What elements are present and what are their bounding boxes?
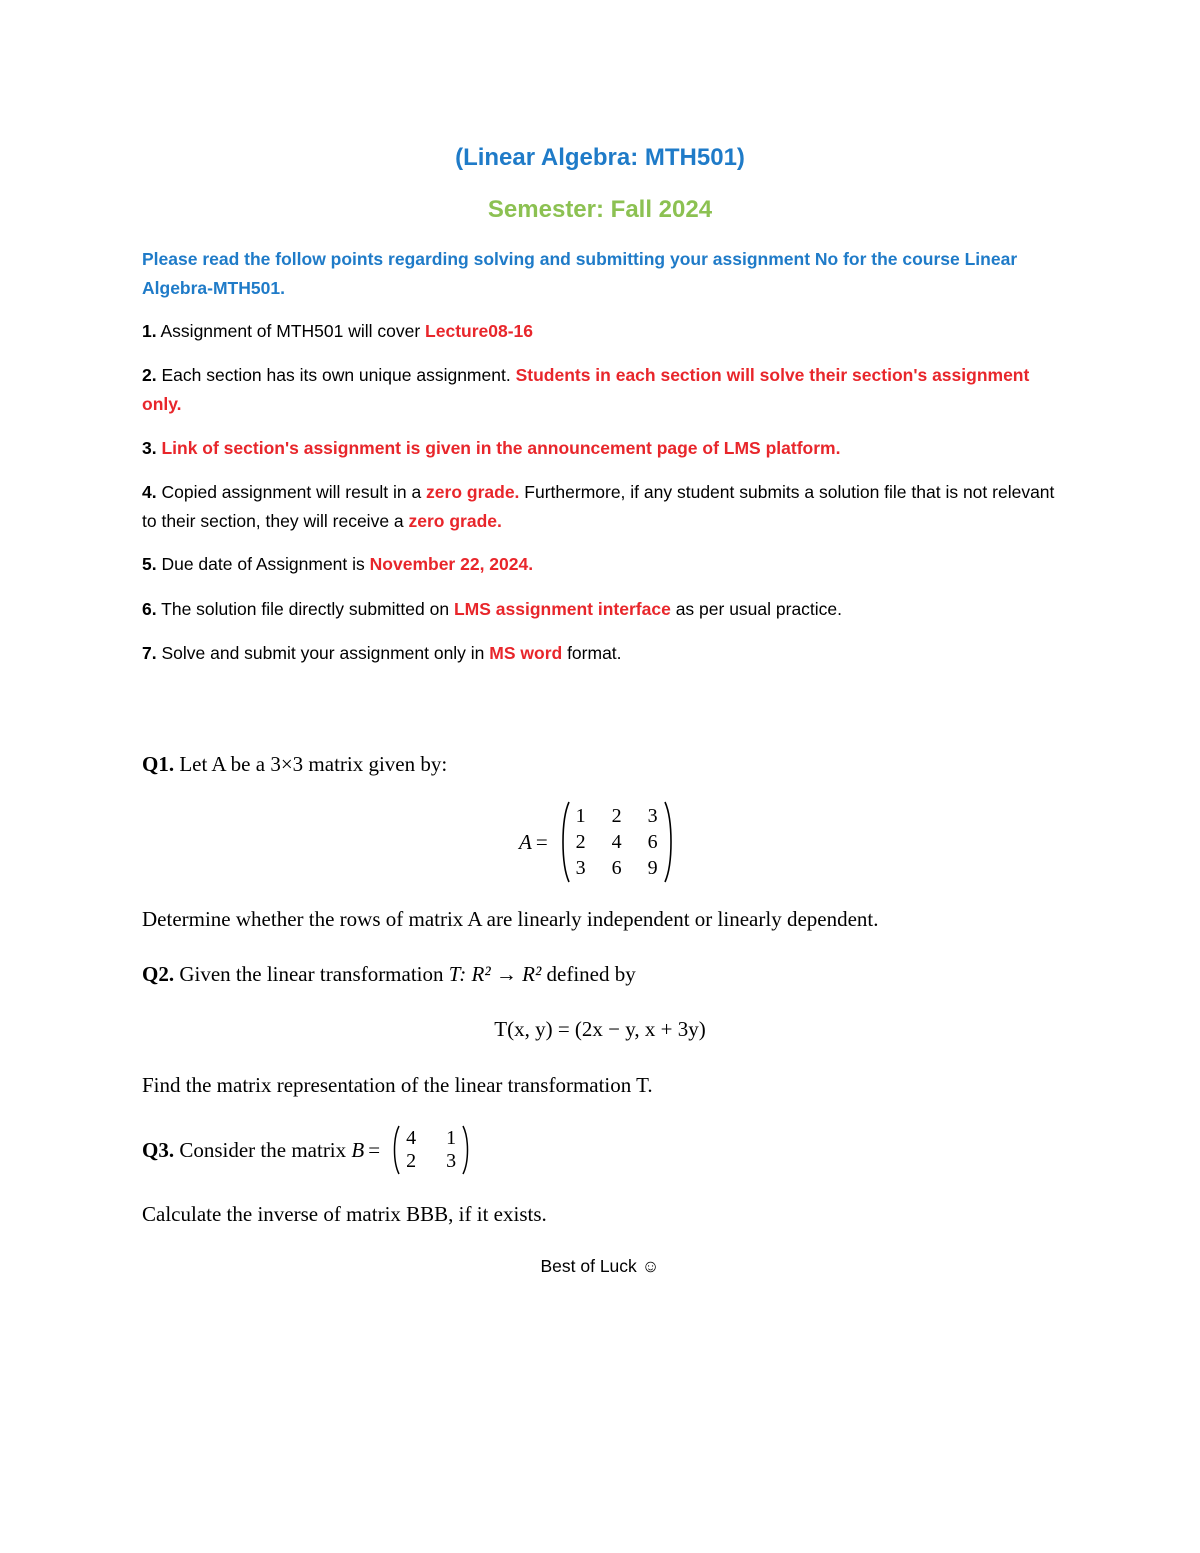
q3-prompt bbox=[142, 1124, 472, 1176]
q3-matrix-cells bbox=[400, 1127, 462, 1173]
point-text: Solve and submit your assignment only in bbox=[156, 643, 490, 663]
document-title: (Linear Algebra: MTH501) bbox=[455, 144, 745, 171]
matrix-cell: 1 bbox=[575, 804, 586, 827]
matrix-cell: 2 bbox=[611, 804, 622, 827]
q1-matrix-equation bbox=[519, 800, 676, 884]
matrix-cell: 4 bbox=[611, 830, 622, 853]
q3-label: Q3. bbox=[142, 1137, 175, 1162]
q1-matrix-cells bbox=[570, 805, 664, 880]
point-4 bbox=[142, 478, 1062, 536]
point-number: 1. bbox=[142, 321, 157, 341]
matrix-cell: 2 bbox=[406, 1150, 417, 1172]
point-highlight: Link of section's assignment is given in the announcement page of LMS platform. bbox=[156, 438, 841, 458]
matrix-cell: 2 bbox=[575, 830, 586, 853]
matrix-cell: 3 bbox=[575, 856, 586, 879]
point-text: Due date of Assignment is bbox=[156, 554, 370, 574]
matrix-cell: 6 bbox=[647, 830, 658, 853]
point-highlight: MS word bbox=[489, 643, 563, 663]
q3-matrix bbox=[390, 1124, 472, 1176]
point-text-2: Furthermore, if any student submits a solution file that is not relevant to their section, they will receive a bbox=[142, 482, 1055, 531]
point-5 bbox=[142, 550, 1062, 579]
intro-text: Please read the follow points regarding solving and submitting your assignment No for the course Linear Algebra-MTH501. bbox=[142, 249, 1018, 298]
matrix-cell: 4 bbox=[406, 1127, 417, 1149]
point-number: 4. bbox=[142, 482, 157, 502]
matrix-cell: 6 bbox=[611, 856, 622, 879]
q2-prompt bbox=[142, 962, 636, 987]
q2-text-2: defined by bbox=[541, 962, 636, 986]
point-number: 6. bbox=[142, 599, 157, 619]
q2-question: Find the matrix representation of the linear transformation T. bbox=[142, 1073, 653, 1097]
point-number: 2. bbox=[142, 365, 157, 385]
point-3 bbox=[142, 434, 1062, 463]
q1-prompt bbox=[142, 752, 447, 777]
point-6 bbox=[142, 595, 1062, 624]
point-highlight: zero grade. bbox=[426, 482, 520, 502]
point-text: Each section has its own unique assignment. bbox=[156, 365, 516, 385]
q1-equals: = bbox=[535, 829, 548, 854]
point-1 bbox=[142, 317, 1062, 346]
matrix-cell: 3 bbox=[647, 804, 658, 827]
point-number: 7. bbox=[142, 643, 157, 663]
right-paren-icon bbox=[462, 1124, 472, 1176]
q1-text: Let A be a 3×3 matrix given by: bbox=[174, 752, 448, 776]
semester-label: Semester: Fall 2024 bbox=[487, 196, 713, 223]
q2-text: Given the linear transformation bbox=[174, 962, 449, 986]
q2-equation: T(x, y) = (2x − y, x + 3y) bbox=[494, 1017, 706, 1041]
point-2 bbox=[142, 361, 1062, 419]
q3-equals: = bbox=[368, 1137, 381, 1162]
q3-question: Calculate the inverse of matrix BBB, if it exists. bbox=[142, 1202, 547, 1226]
point-number: 3. bbox=[142, 438, 157, 458]
q2-label: Q2. bbox=[142, 962, 175, 986]
point-highlight: Lecture08-16 bbox=[425, 321, 534, 341]
left-paren-icon bbox=[390, 1124, 400, 1176]
matrix-cell: 3 bbox=[446, 1150, 457, 1172]
left-paren-icon bbox=[558, 800, 570, 884]
point-highlight-2: zero grade. bbox=[408, 511, 502, 531]
point-highlight: LMS assignment interface bbox=[453, 599, 671, 619]
point-text: Assignment of MTH501 will cover bbox=[156, 321, 426, 341]
q1-question: Determine whether the rows of matrix A are linearly independent or linearly dependent. bbox=[142, 907, 879, 931]
q2-mapping: T: R² → R² bbox=[448, 962, 542, 986]
point-text-2: format. bbox=[562, 643, 622, 663]
point-highlight: November 22, 2024. bbox=[369, 554, 534, 574]
q1-label: Q1. bbox=[142, 752, 175, 776]
q3-text: Consider the matrix bbox=[174, 1137, 352, 1162]
matrix-cell: 9 bbox=[647, 856, 658, 879]
point-highlight: Students in each section will solve their section's assignment only. bbox=[142, 365, 1030, 414]
q1-matrix bbox=[558, 800, 676, 884]
point-number: 5. bbox=[142, 554, 157, 574]
q1-matrix-name: A bbox=[519, 829, 532, 854]
point-text: Copied assignment will result in a bbox=[156, 482, 427, 502]
point-text: The solution file directly submitted on bbox=[156, 599, 454, 619]
matrix-cell: 1 bbox=[446, 1127, 457, 1149]
q3-matrix-name: B bbox=[351, 1137, 365, 1162]
point-7 bbox=[142, 639, 1062, 668]
best-of-luck-text: Best of Luck ☺ bbox=[540, 1256, 660, 1276]
point-text-2: as per usual practice. bbox=[670, 599, 843, 619]
right-paren-icon bbox=[664, 800, 676, 884]
